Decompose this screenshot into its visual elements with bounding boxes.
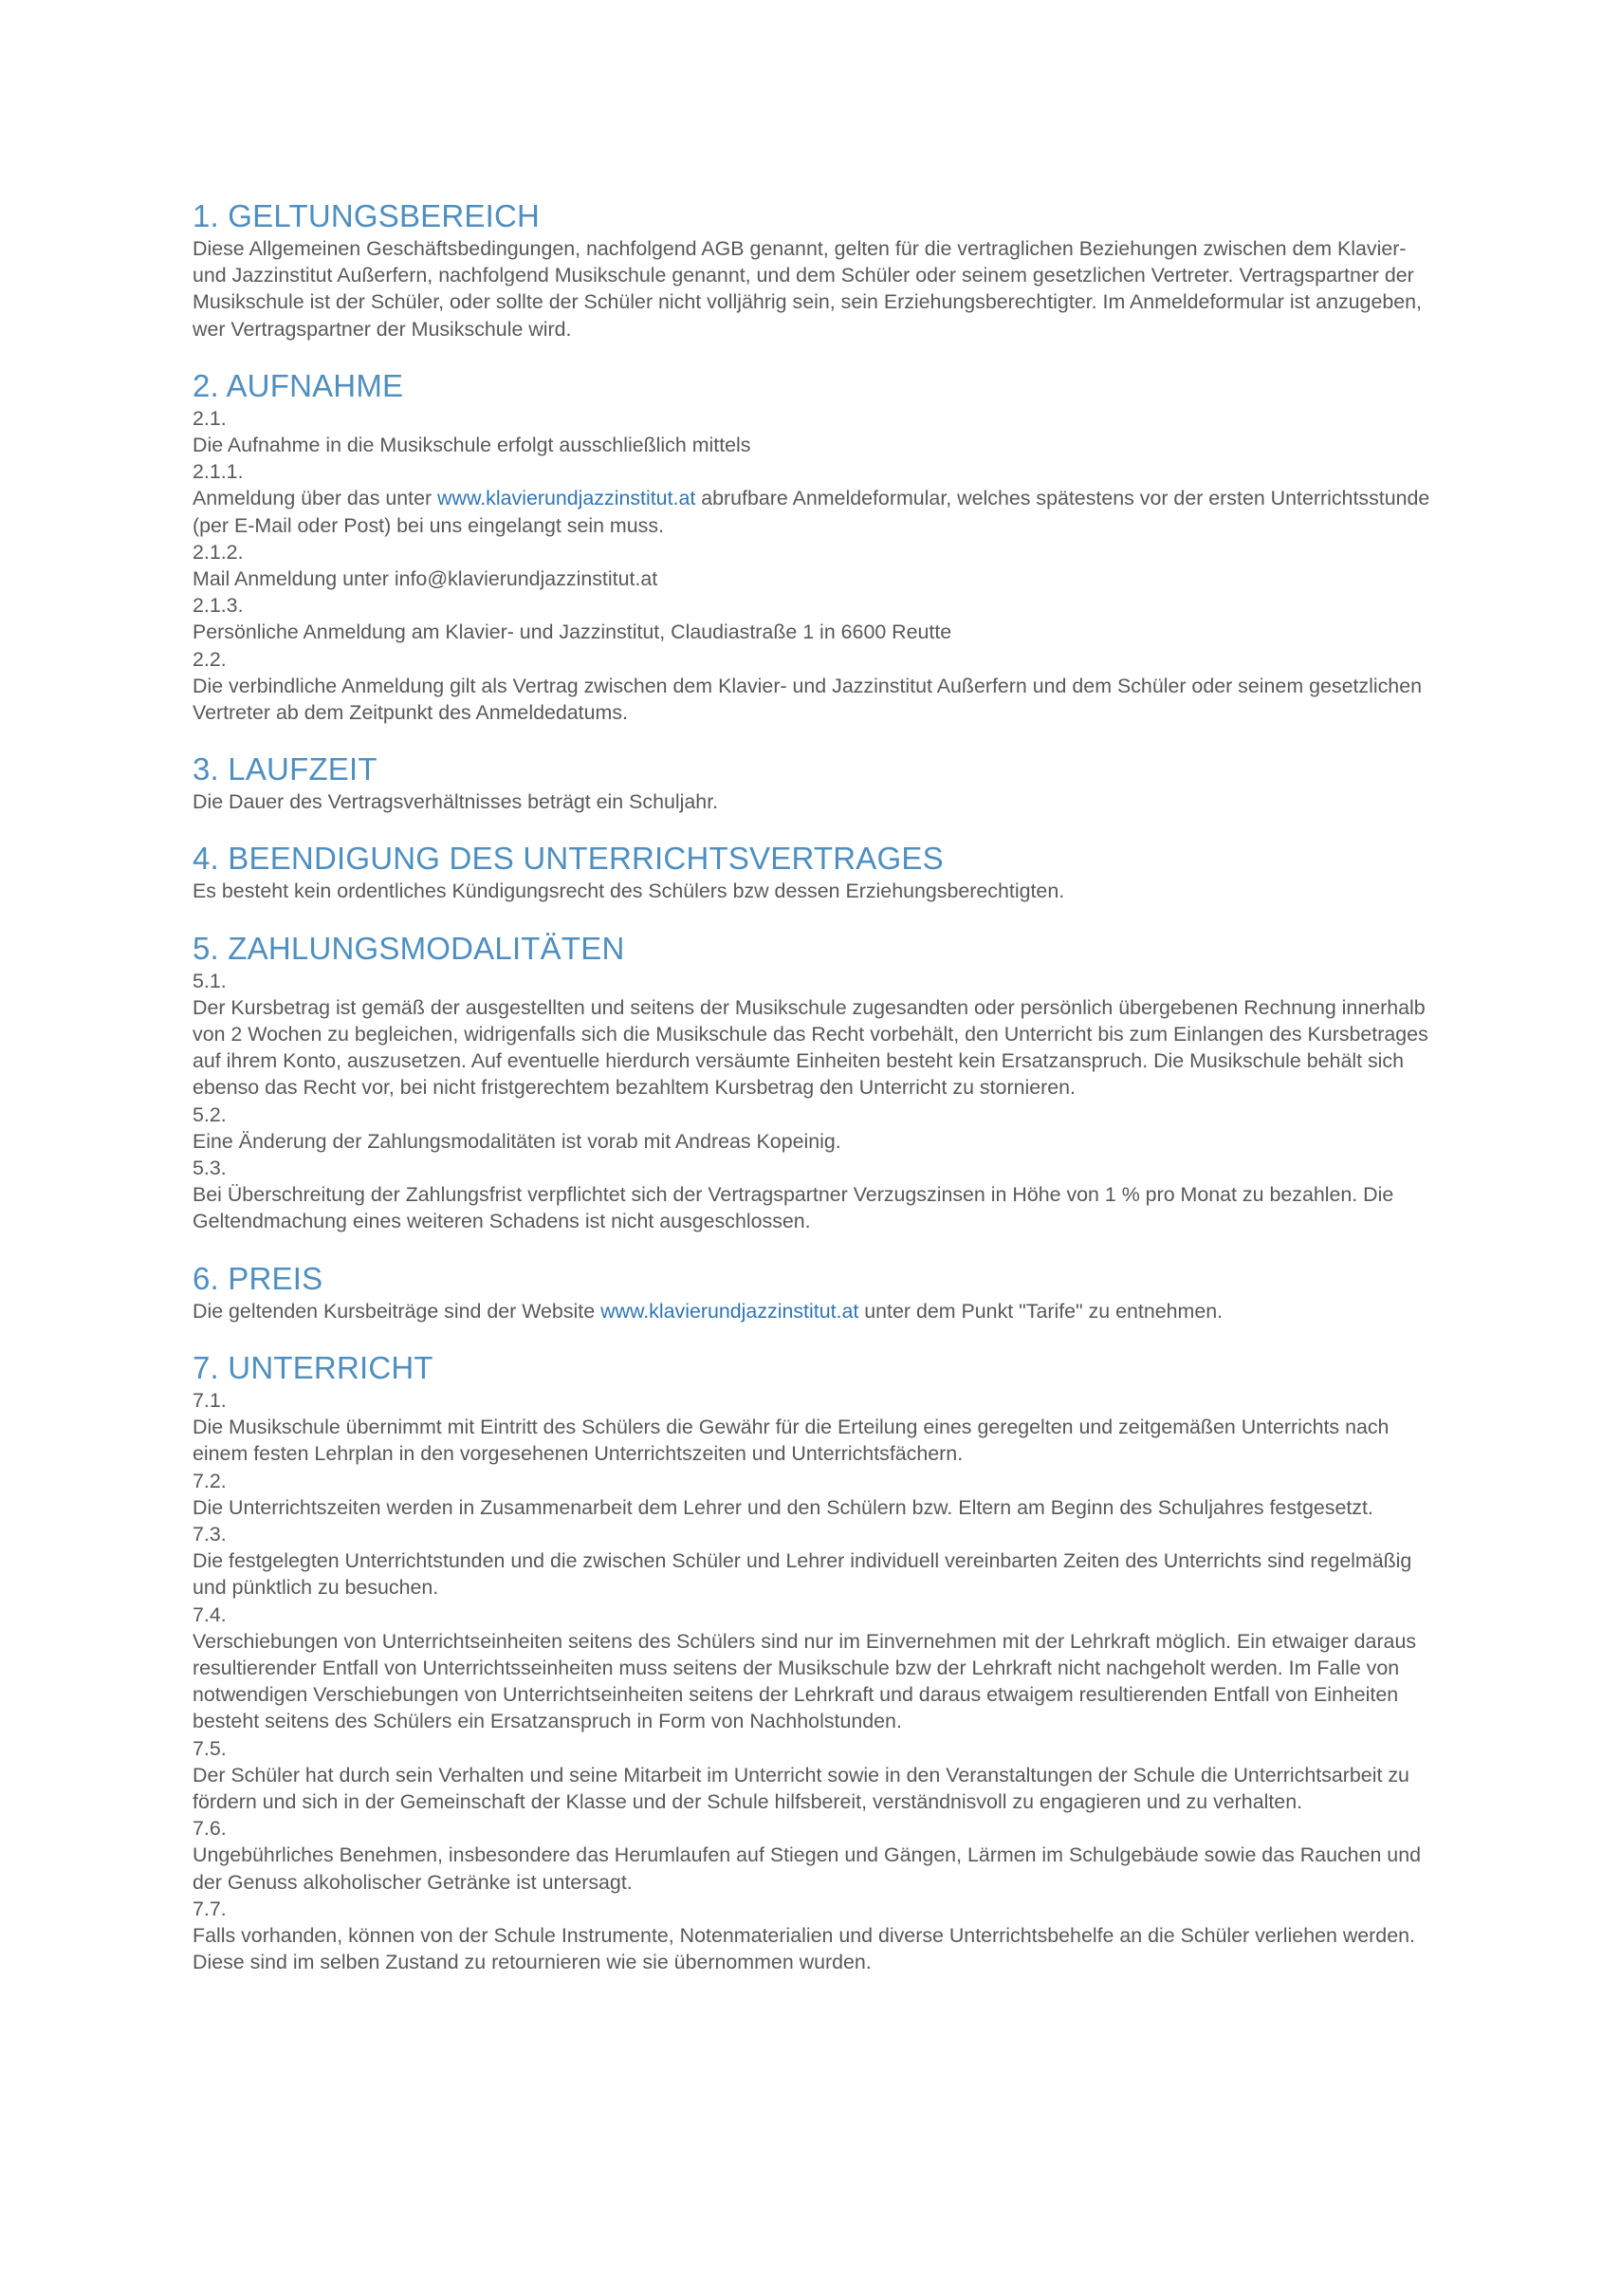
paragraph: Es besteht kein ordentliches Kündigungsrecht des Schülers bzw dessen Erziehungsberechtigten. bbox=[193, 880, 1065, 903]
clause-text: Der Kursbetrag ist gemäß der ausgestellten und seitens der Musikschule zugesandten oder persönlich übergebenen Rechnung innerhalb von 2 Wochen zu begleichen, widrigenfalls sich die Musikschule das Recht vorbehält, den Unterricht bis zum Einlangen des Kursbetrages auf ihrem Konto, auszusetzen. Auf eventuelle hierdurch versäumte Einheiten besteht kein Ersatzanspruch. Die Musikschule behält sich ebenso das Recht vor, bei nicht fristgerechtem bezahltem Kursbetrag den Unterricht zu stornieren. bbox=[193, 995, 1428, 1100]
clause-text: Falls vorhanden, können von der Schule Instrumente, Notenmaterialien und diverse Unterrichtsbehelfe an die Schüler verliehen werden. Diese sind im selben Zustand zu retournieren wie sie übernommen wurden. bbox=[193, 1923, 1415, 1974]
clause-number: 7.1. bbox=[193, 1388, 227, 1412]
section-geltungsbereich bbox=[193, 197, 1435, 343]
clause-number: 7.3. bbox=[193, 1522, 227, 1546]
paragraph: Diese Allgemeinen Geschäftsbedingungen, nachfolgend AGB genannt, gelten für die vertraglichen Beziehungen zwischen dem Klavier- und Jazzinstitut Außerfern, nachfolgend Musikschule genannt, und dem Schüler oder seinem gesetzlichen Vertreter. Vertragspartner der Musikschule ist der Schüler, oder sollte der Schüler nicht volljährig sein, sein Erziehungsberechtigter. Im Anmeldeformular ist anzugeben, wer Vertragspartner der Musikschule wird. bbox=[193, 237, 1422, 341]
clause-text: Die Unterrichtszeiten werden in Zusammenarbeit dem Lehrer und den Schülern bzw. Eltern am Beginn des Schuljahres festgesetzt. bbox=[193, 1495, 1373, 1519]
clause-text bbox=[193, 485, 1435, 538]
section-unterricht bbox=[193, 1349, 1435, 1975]
section-laufzeit bbox=[193, 750, 1435, 815]
text-run: unter dem Punkt "Tarife" zu entnehmen. bbox=[858, 1299, 1224, 1323]
section-heading: 1. GELTUNGSBEREICH bbox=[193, 198, 541, 233]
clause-text: Ungebührliches Benehmen, insbesondere das Herumlaufen auf Stiegen und Gängen, Lärmen im Schulgebäude sowie das Rauchen und der Genuss alkoholischer Getränke ist untersagt. bbox=[193, 1843, 1421, 1894]
section-heading: 4. BEENDIGUNG DES UNTERRICHTSVERTRAGES bbox=[193, 841, 944, 877]
clause-number: 2.1.1. bbox=[193, 460, 244, 484]
clause-number: 5.2. bbox=[193, 1102, 227, 1126]
text-run: abrufbare Anmeldeformular, welches spätestens vor der ersten Unterrichtsstunde (per E-Mail oder Post) bei uns eingelangt sein muss. bbox=[193, 487, 1430, 537]
website-link[interactable]: www.klavierundjazzinstitut.at bbox=[600, 1299, 859, 1323]
clause-text: Eine Änderung der Zahlungsmodalitäten ist vorab mit Andreas Kopeinig. bbox=[193, 1129, 841, 1153]
text-run: Die geltenden Kursbeiträge sind der Website bbox=[193, 1299, 601, 1323]
section-beendigung bbox=[193, 840, 1435, 904]
clause-number: 7.6. bbox=[193, 1817, 227, 1841]
clause-number: 2.2. bbox=[193, 647, 227, 671]
clause-number: 7.5. bbox=[193, 1736, 227, 1760]
section-heading: 2. AUFNAHME bbox=[193, 367, 404, 403]
section-aufnahme bbox=[193, 367, 1435, 726]
website-link[interactable]: www.klavierundjazzinstitut.at bbox=[437, 487, 696, 510]
clause-text: Der Schüler hat durch sein Verhalten und seine Mitarbeit im Unterricht sowie in den Veranstaltungen der Schule die Unterrichtsarbeit zu fördern und sich in der Gemeinschaft der Klasse und der Schule hilfsbereit, verständnisvoll zu engagieren und zu verhalten. bbox=[193, 1763, 1409, 1813]
clause-number: 7.4. bbox=[193, 1602, 227, 1626]
clause-text: Bei Überschreitung der Zahlungsfrist verpflichtet sich der Vertragspartner Verzugszinsen in Höhe von 1 % pro Monat zu bezahlen. Die Geltendmachung eines weiteren Schadens ist nicht ausgeschlossen. bbox=[193, 1183, 1394, 1233]
section-heading: 6. PREIS bbox=[193, 1260, 323, 1296]
clause-text: Die festgelegten Unterrichtstunden und die zwischen Schüler und Lehrer individuell vereinbarten Zeiten des Unterrichts sind regelmäßig und pünktlich zu besuchen. bbox=[193, 1549, 1412, 1600]
document-page bbox=[193, 197, 1435, 2000]
section-zahlungsmodalitaeten bbox=[193, 930, 1435, 1235]
text-run: Anmeldung über das unter bbox=[193, 487, 438, 510]
section-heading: 7. UNTERRICHT bbox=[193, 1349, 433, 1385]
clause-text: Die Musikschule übernimmt mit Eintritt des Schülers die Gewähr für die Erteilung eines geregelten und zeitgemäßen Unterrichts nach einem festen Lehrplan in den vorgesehenen Unterrichtszeiten und Unterrichtsfächern. bbox=[193, 1416, 1390, 1466]
clause-text: Mail Anmeldung unter info@klavierundjazzinstitut.at bbox=[193, 567, 658, 591]
clause-text: Die Aufnahme in die Musikschule erfolgt ausschließlich mittels bbox=[193, 434, 751, 457]
clause-number: 7.2. bbox=[193, 1469, 227, 1492]
clause-number: 5.1. bbox=[193, 969, 227, 992]
section-heading: 3. LAUFZEIT bbox=[193, 751, 377, 787]
clause-text: Verschiebungen von Unterrichtseinheiten seitens des Schülers sind nur im Einvernehmen mit der Lehrkraft möglich. Ein etwaiger daraus resultierender Entfall von Unterrichtsseinheiten muss seitens der Musikschule bzw der Lehrkraft nicht nachgeholt werden. Im Falle von notwendigen Verschiebungen von Unterrichtseinheiten seitens der Lehrkraft und daraus etwaigem resultierenden Entfall von Einheiten besteht seitens des Schülers ein Ersatzanspruch in Form von Nachholstunden. bbox=[193, 1629, 1417, 1733]
clause-number: 5.3. bbox=[193, 1157, 227, 1180]
clause-text: Persönliche Anmeldung am Klavier- und Jazzinstitut, Claudiastraße 1 in 6600 Reutte bbox=[193, 620, 952, 644]
clause-number: 2.1.2. bbox=[193, 540, 244, 564]
clause-number: 2.1. bbox=[193, 406, 227, 430]
clause-number: 2.1.3. bbox=[193, 594, 244, 618]
clause-text: Die verbindliche Anmeldung gilt als Vertrag zwischen dem Klavier- und Jazzinstitut Außerfern und dem Schüler oder seinem gesetzlichen Vertreter ab dem Zeitpunkt des Anmeldedatums. bbox=[193, 674, 1422, 725]
paragraph: Die Dauer des Vertragsverhältnisses beträgt ein Schuljahr. bbox=[193, 790, 719, 814]
section-preis bbox=[193, 1260, 1435, 1324]
section-heading: 5. ZAHLUNGSMODALITÄTEN bbox=[193, 930, 625, 966]
clause-number: 7.7. bbox=[193, 1897, 227, 1920]
paragraph bbox=[193, 1298, 1435, 1324]
